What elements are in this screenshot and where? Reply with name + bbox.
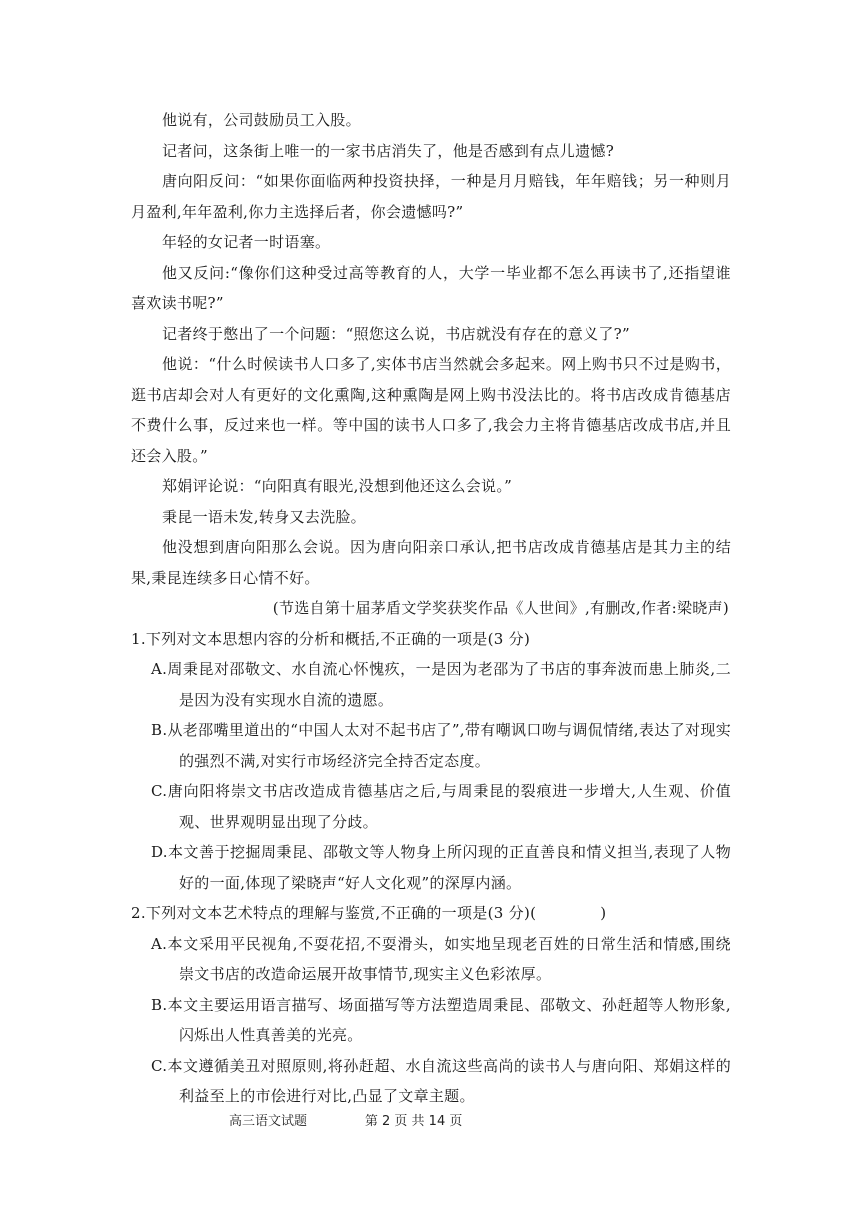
passage-paragraph: 他又反问:“像你们这种受过高等教育的人，大学一毕业都不怎么再读书了,还指望谁喜欢读书呢?”: [131, 263, 731, 312]
passage-paragraph: 他没想到唐向阳那么会说。因为唐向阳亲口承认,把书店改成肯德基店是其力主的结果,秉昆连续多日心情不好。: [131, 538, 731, 587]
option-b: B.本文主要运用语言描写、场面描写等方法塑造周秉昆、邵敬文、孙赶超等人物形象,闪烁出人性真善美的光亮。: [151, 995, 731, 1044]
passage-paragraph: 记者终于憋出了一个问题：“照您这么说，书店就没有存在的意义了?”: [162, 324, 630, 343]
option-a: A.本文采用平民视角,不耍花招,不耍滑头，如实地呈现老百姓的日常生活和情感,围绕崇文书店的改造命运展开故事情节,现实主义色彩浓厚。: [151, 934, 731, 983]
footer-title: 高三语文试题: [229, 1114, 308, 1129]
passage-paragraph: 唐向阳反问：“如果你面临两种投资抉择，一种是月月赔钱，年年赔钱；另一种则月月盈利,年年盈利,你力主选择后者，你会遗憾吗?”: [131, 172, 731, 221]
passage-paragraph: 郑娟评论说：“向阳真有眼光,没想到他还这么会说。”: [162, 477, 513, 495]
question-2: [131, 898, 731, 1112]
page-footer: [229, 1110, 462, 1129]
option-c: C.本文遵循美丑对照原则,将孙赶超、水自流这些高尚的读书人与唐向阳、郑娟这样的利益至上的市侩进行对比,凸显了文章主题。: [151, 1056, 731, 1105]
passage-paragraph: 秉昆一语未发,转身又去洗脸。: [162, 507, 366, 526]
passage-paragraph: 他说：“什么时候读书人口多了,实体书店当然就会多起来。网上购书只不过是购书，逛书店却会对人有更好的文化熏陶,这种熏陶是网上购书没法比的。将书店改成肯德基店不费什么事，反过来也一样。等中国的读书人口多了,我会力主将肯德基店改成书店,并且还会入股。”: [131, 355, 731, 465]
question-1: [131, 624, 731, 899]
page-content: [131, 105, 731, 1112]
passage-paragraph: 他说有，公司鼓励员工入股。: [162, 111, 361, 129]
option-d: D.本文善于挖掘周秉昆、邵敬文等人物身上所闪现的正直善良和情义担当,表现了人物好的一面,体现了梁晓声“好人文化观”的深厚内涵。: [151, 843, 731, 892]
footer-page-number: 第 2 页 共 14 页: [364, 1114, 463, 1129]
question-stem-close: ): [600, 904, 607, 922]
passage-paragraph: 记者问，这条街上唯一的一家书店消失了，他是否感到有点儿遗憾?: [162, 141, 615, 160]
option-c: C.唐向阳将崇文书店改造成肯德基店之后,与周秉昆的裂痕进一步增大,人生观、价值观、世界观明显出现了分歧。: [151, 782, 731, 831]
option-a: A.周秉昆对邵敬文、水自流心怀愧疚，一是因为老邵为了书店的事奔波而患上肺炎,二是因为没有实现水自流的遗愿。: [151, 660, 731, 709]
question-stem: [131, 898, 731, 929]
passage-paragraph: 年轻的女记者一时语塞。: [162, 233, 331, 251]
passage-source: (节选自第十届茅盾文学奖获奖作品《人世间》,有删改,作者:梁晓声): [272, 599, 729, 617]
question-stem-text: 2.下列对文本艺术特点的理解与鉴赏,不正确的一项是(3 分)(: [131, 904, 537, 922]
question-stem: 1.下列对文本思想内容的分析和概括,不正确的一项是(3 分): [131, 629, 531, 648]
option-b: B.从老邵嘴里道出的“中国人太对不起书店了”,带有嘲讽口吻与调侃情绪,表达了对现实的强烈不满,对实行市场经济完全持否定态度。: [151, 721, 731, 770]
